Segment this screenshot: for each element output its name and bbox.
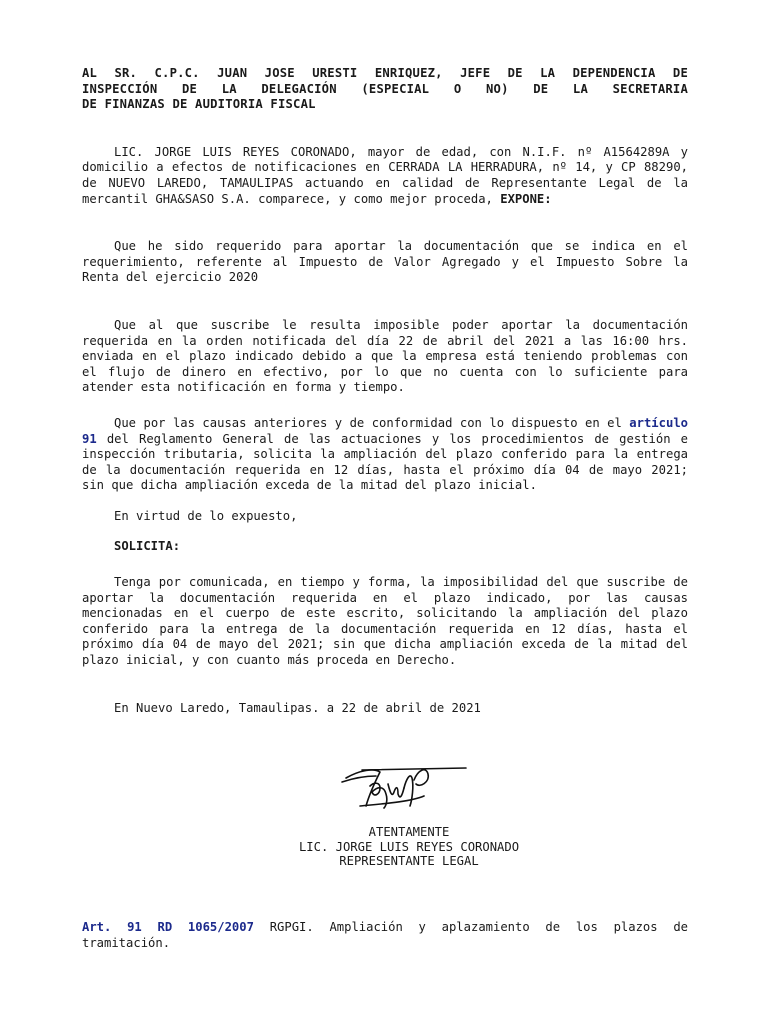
paragraph-fundamento	[82, 416, 688, 494]
expone-label: EXPONE:	[500, 191, 552, 206]
intro-paragraph	[82, 145, 688, 207]
place-date-line: En Nuevo Laredo, Tamaulipas. a 22 de abril de 2021	[114, 700, 481, 715]
intro-text: LIC. JORGE LUIS REYES CORONADO, mayor de edad, con N.I.F. nº A1564289A y domicilio a efectos de notificaciones en CERRADA LA HERRADURA, nº 14, y CP 88290, de NUEVO LAREDO, TAMAULIPAS actuando en calidad de Representante Legal de la mercantil GHA&SASO S.A. comparece, y como mejor proceda,	[82, 144, 688, 206]
articulo-91-link[interactable]: artículo 91	[82, 415, 688, 446]
addressee-line-1: AL SR. C.P.C. JUAN JOSE URESTI ENRIQUEZ, JEFE DE LA DEPENDENCIA DE	[82, 66, 688, 80]
closing-salutation: ATENTAMENTE	[368, 825, 450, 839]
addressee-line-2: INSPECCIÓN DE LA DELEGACIÓN (ESPECIAL O NO) DE LA SECRETARIA	[82, 81, 688, 96]
footnote-article-link[interactable]: Art. 91 RD 1065/2007	[82, 920, 254, 935]
paragraph-imposibilidad: Que al que suscribe le resulta imposible poder aportar la documentación requerida en la orden notificada del día 22 de abril del 2021 a las 16:00 hrs. enviada en el plazo indicado debido a que la empresa está teniendo problemas con el flujo de dinero en efectivo, por lo que no cuenta con lo suficiente para atender esta notificación en forma y tiempo.	[82, 317, 688, 395]
en-virtud-line: En virtud de lo expuesto,	[114, 508, 298, 523]
addressee-line-3: DE FINANZAS DE AUDITORIA FISCAL	[82, 97, 316, 112]
closing-block	[240, 825, 578, 869]
footnote-text: RGPGI. Ampliación y aplazamiento de los plazos de tramitación.	[82, 920, 688, 950]
signer-role: REPRESENTANTE LEGAL	[339, 854, 479, 868]
paragraph-peticion: Tenga por comunicada, en tiempo y forma, la imposibilidad del que suscribe de aportar la documentación requerida en el plazo indicado, por las causas mencionadas en el cuerpo de este escrito, solicitando la ampliación del plazo conferido para la entrega de la documentación requerida en 12 días, hasta el próximo día 04 de mayo del 2021; sin que dicha ampliación exceda de la mitad del plazo inicial, y con cuanto más proceda en Derecho.	[82, 575, 688, 668]
handwritten-signature	[340, 756, 468, 814]
addressee-block	[82, 66, 688, 113]
footnote	[82, 920, 688, 951]
signer-name: LIC. JORGE LUIS REYES CORONADO	[298, 839, 520, 854]
fundamento-before: Que por las causas anteriores y de conformidad con lo dispuesto en el	[114, 415, 622, 430]
fundamento-after: del Reglamento General de las actuaciones y los procedimientos de gestión e inspección tributaria, solicita la ampliación del plazo conferido para la entrega de la documentación requerida en 12 días, hasta el próximo día 04 de mayo 2021; sin que dicha ampliación exceda de la mitad del plazo inicial.	[82, 431, 689, 493]
solicita-heading: SOLICITA:	[114, 539, 181, 554]
document-body	[82, 58, 688, 716]
paragraph-requerimiento: Que he sido requerido para aportar la documentación que se indica en el requerimiento, referente al Impuesto de Valor Agregado y el Impuesto Sobre la Renta del ejercicio 2020	[82, 239, 688, 285]
